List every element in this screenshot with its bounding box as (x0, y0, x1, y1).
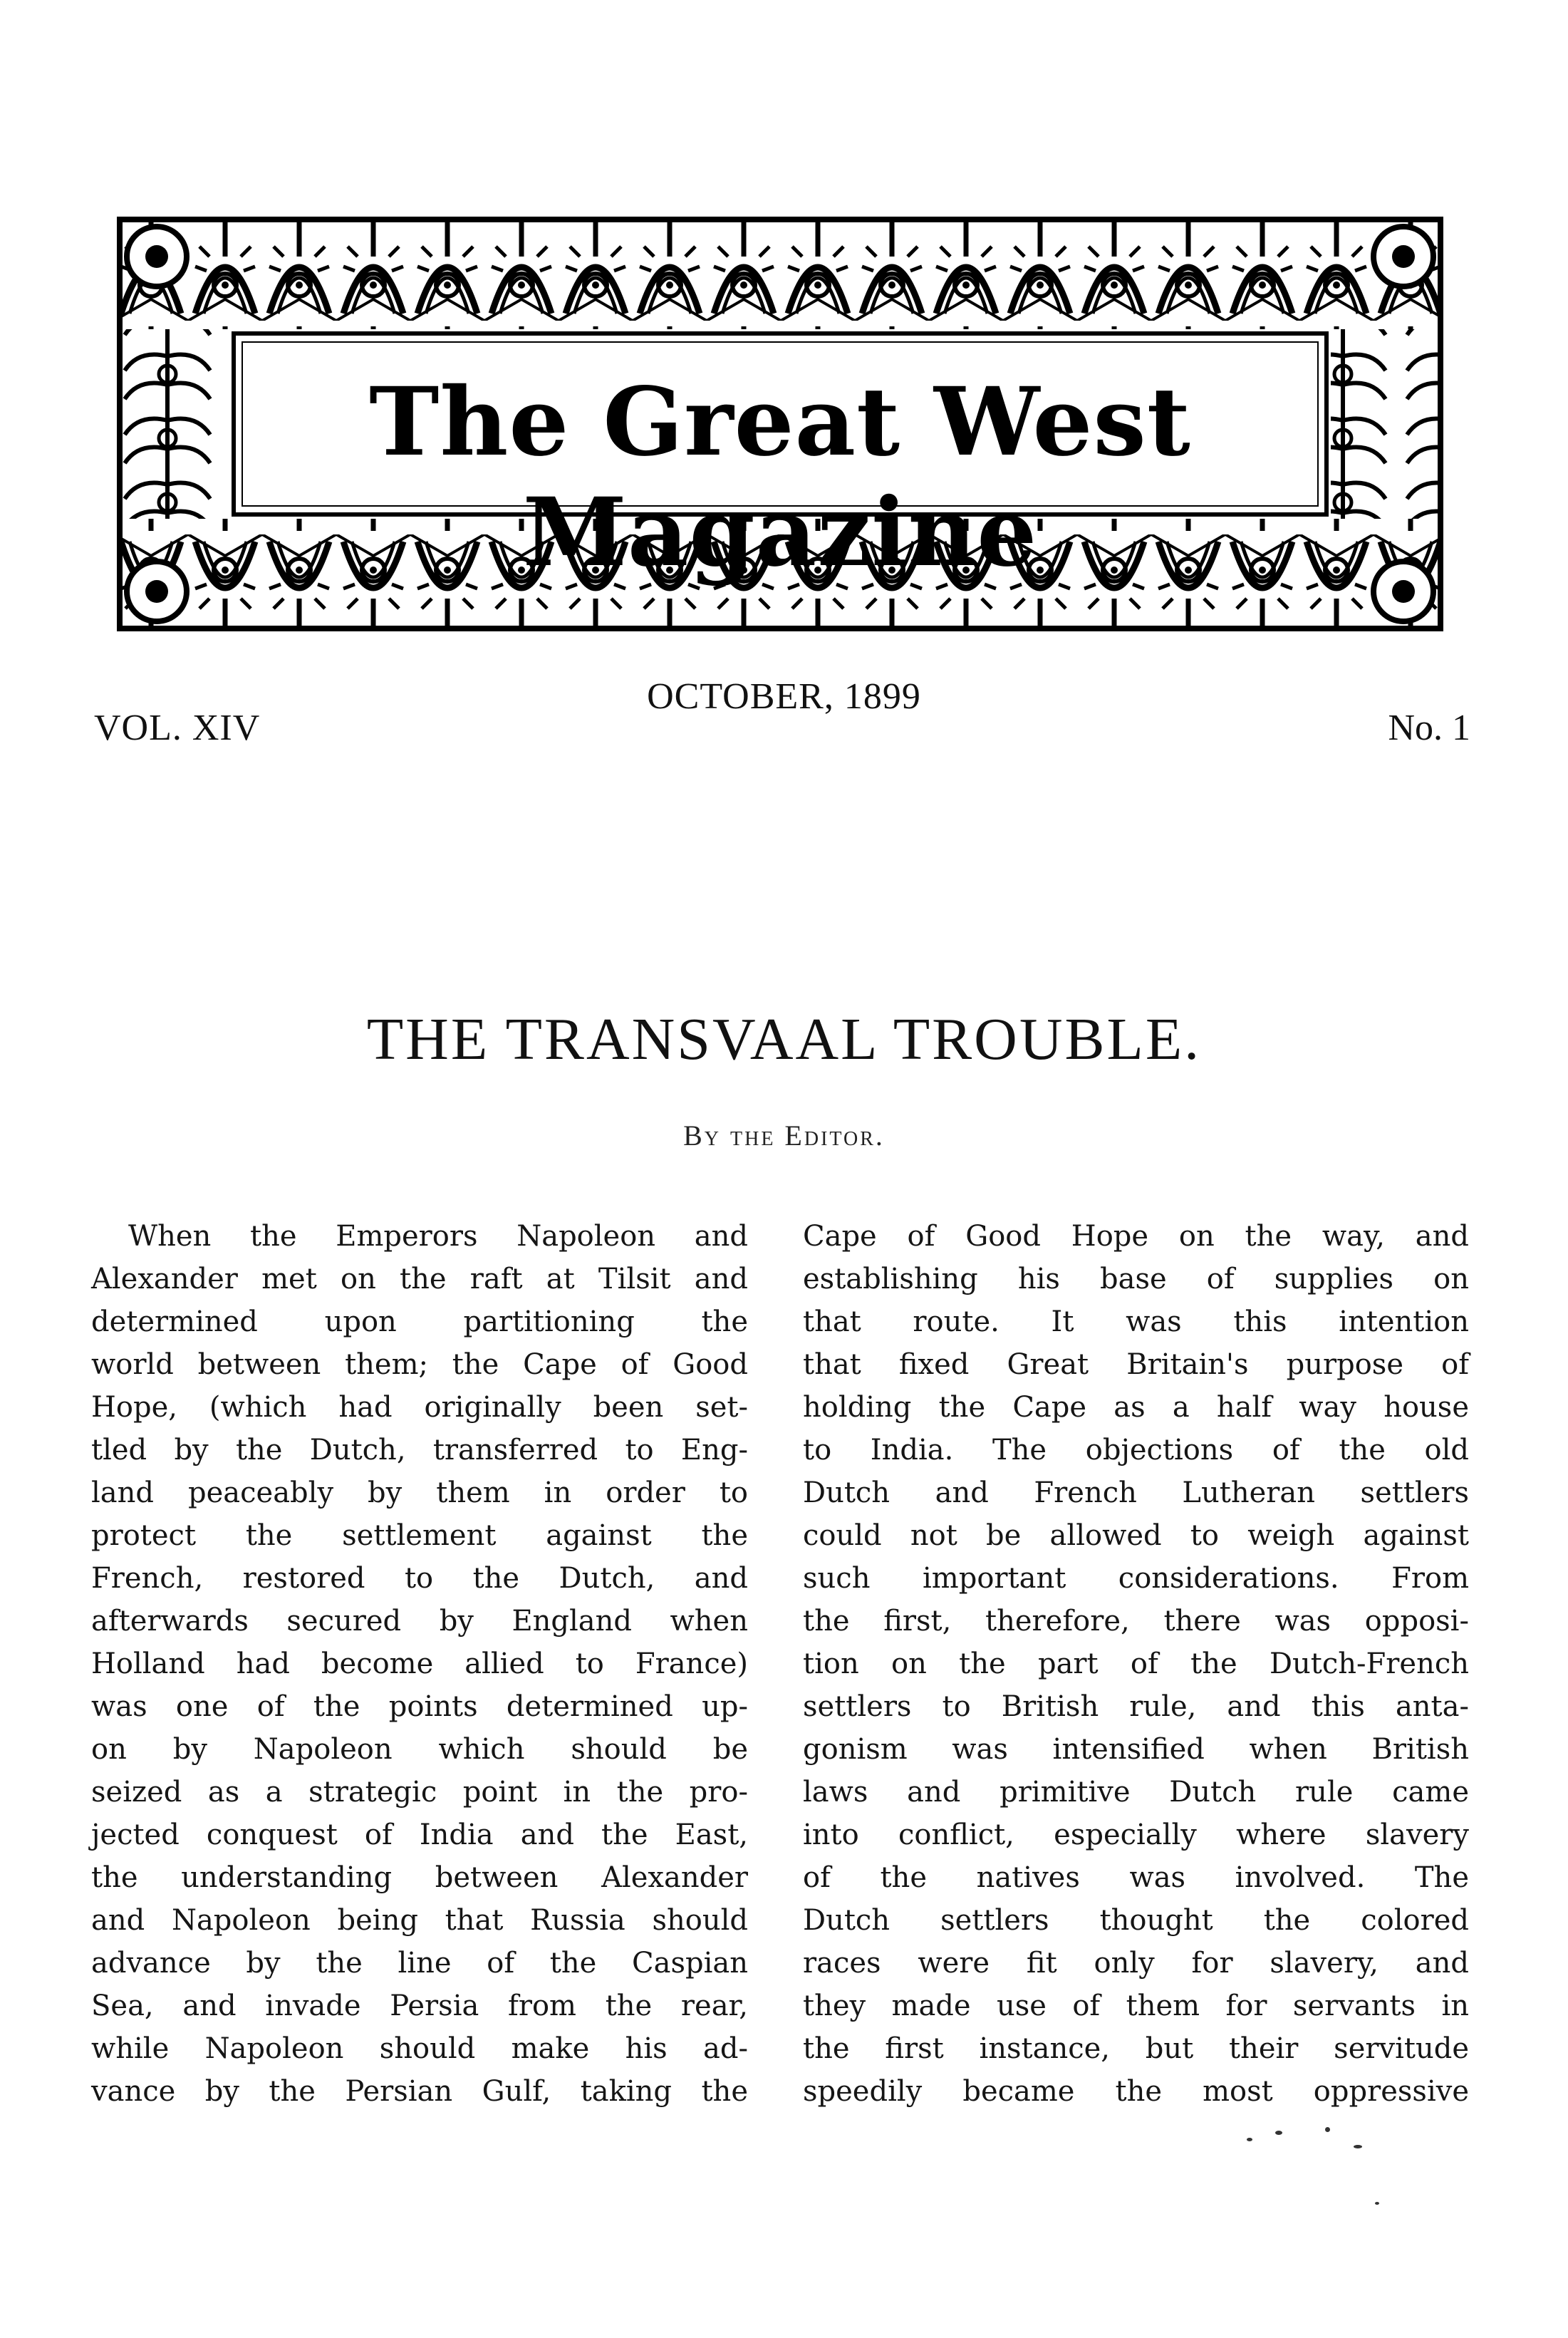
text-line: laws and primitive Dutch rule came (803, 1776, 1469, 1809)
text-line: such important considerations. From (803, 1562, 1469, 1595)
text-line: advance by the line of the Caspian (91, 1947, 748, 1980)
text-line: of the natives was involved. The (803, 1861, 1469, 1894)
left-text-column (91, 1215, 748, 2113)
text-line: the first, therefore, there was opposi- (803, 1605, 1469, 1638)
text-line: that fixed Great Britain's purpose of (803, 1348, 1469, 1381)
text-line: land peaceably by them in order to (91, 1476, 748, 1509)
text-line: French, restored to the Dutch, and (91, 1562, 748, 1595)
text-line: Sea, and invade Persia from the rear, (91, 1990, 748, 2022)
text-line: on by Napoleon which should be (91, 1733, 748, 1766)
text-line: world between them; the Cape of Good (91, 1348, 748, 1381)
ink-speck (1375, 2202, 1379, 2205)
text-line: Cape of Good Hope on the way, and (803, 1220, 1469, 1253)
text-line: to India. The objections of the old (803, 1434, 1469, 1467)
text-line: Hope, (which had originally been set- (91, 1391, 748, 1424)
text-line: vance by the Persian Gulf, taking the (91, 2075, 748, 2108)
article-title: THE TRANSVAAL TROUBLE. (366, 1006, 1202, 1072)
text-line: Dutch and French Lutheran settlers (803, 1476, 1469, 1509)
text-line: Alexander met on the raft at Tilsit and (91, 1263, 748, 1295)
text-line: speedily became the most oppressive (803, 2075, 1469, 2108)
text-line: establishing his base of supplies on (803, 1263, 1469, 1295)
magazine-title: The Great West Magazine (369, 367, 1191, 588)
text-line: Holland had become allied to France) (91, 1648, 748, 1680)
text-line: the understanding between Alexander (91, 1861, 748, 1894)
text-line: could not be allowed to weigh against (803, 1519, 1469, 1552)
text-line: seized as a strategic point in the pro- (91, 1776, 748, 1809)
ink-speck (1247, 2138, 1252, 2141)
ink-speck (1325, 2127, 1330, 2132)
issue-number: No. 1 (1388, 708, 1470, 748)
right-text-column (803, 1215, 1469, 2113)
text-line: gonism was intensified when British (803, 1733, 1469, 1766)
text-line: determined upon partitioning the (91, 1305, 748, 1338)
masthead (114, 214, 1446, 634)
text-line: settlers to British rule, and this anta- (803, 1690, 1469, 1723)
text-line: tion on the part of the Dutch-French (803, 1648, 1469, 1680)
text-line: into conflict, especially where slavery (803, 1819, 1469, 1851)
text-line: was one of the points determined up- (91, 1690, 748, 1723)
text-line: afterwards secured by England when (91, 1605, 748, 1638)
issue-date: OCTOBER, 1899 (647, 676, 921, 717)
text-line: protect the settlement against the (91, 1519, 748, 1552)
text-line: and Napoleon being that Russia should (91, 1904, 748, 1937)
text-line: When the Emperors Napoleon and (128, 1220, 748, 1253)
ink-speck (1275, 2131, 1282, 2135)
text-line: races were fit only for slavery, and (803, 1947, 1469, 1980)
article-byline: By the Editor. (683, 1119, 885, 1152)
text-line: tled by the Dutch, transferred to Eng- (91, 1434, 748, 1467)
text-line: while Napoleon should make his ad- (91, 2032, 748, 2065)
text-line: they made use of them for servants in (803, 1990, 1469, 2022)
ink-speck (1354, 2145, 1362, 2148)
text-line: that route. It was this intention (803, 1305, 1469, 1338)
text-line: jected conquest of India and the East, (91, 1819, 748, 1851)
text-line: Dutch settlers thought the colored (803, 1904, 1469, 1937)
volume-number: VOL. XIV (94, 708, 261, 748)
text-line: the first instance, but their servitude (803, 2032, 1469, 2065)
text-line: holding the Cape as a half way house (803, 1391, 1469, 1424)
